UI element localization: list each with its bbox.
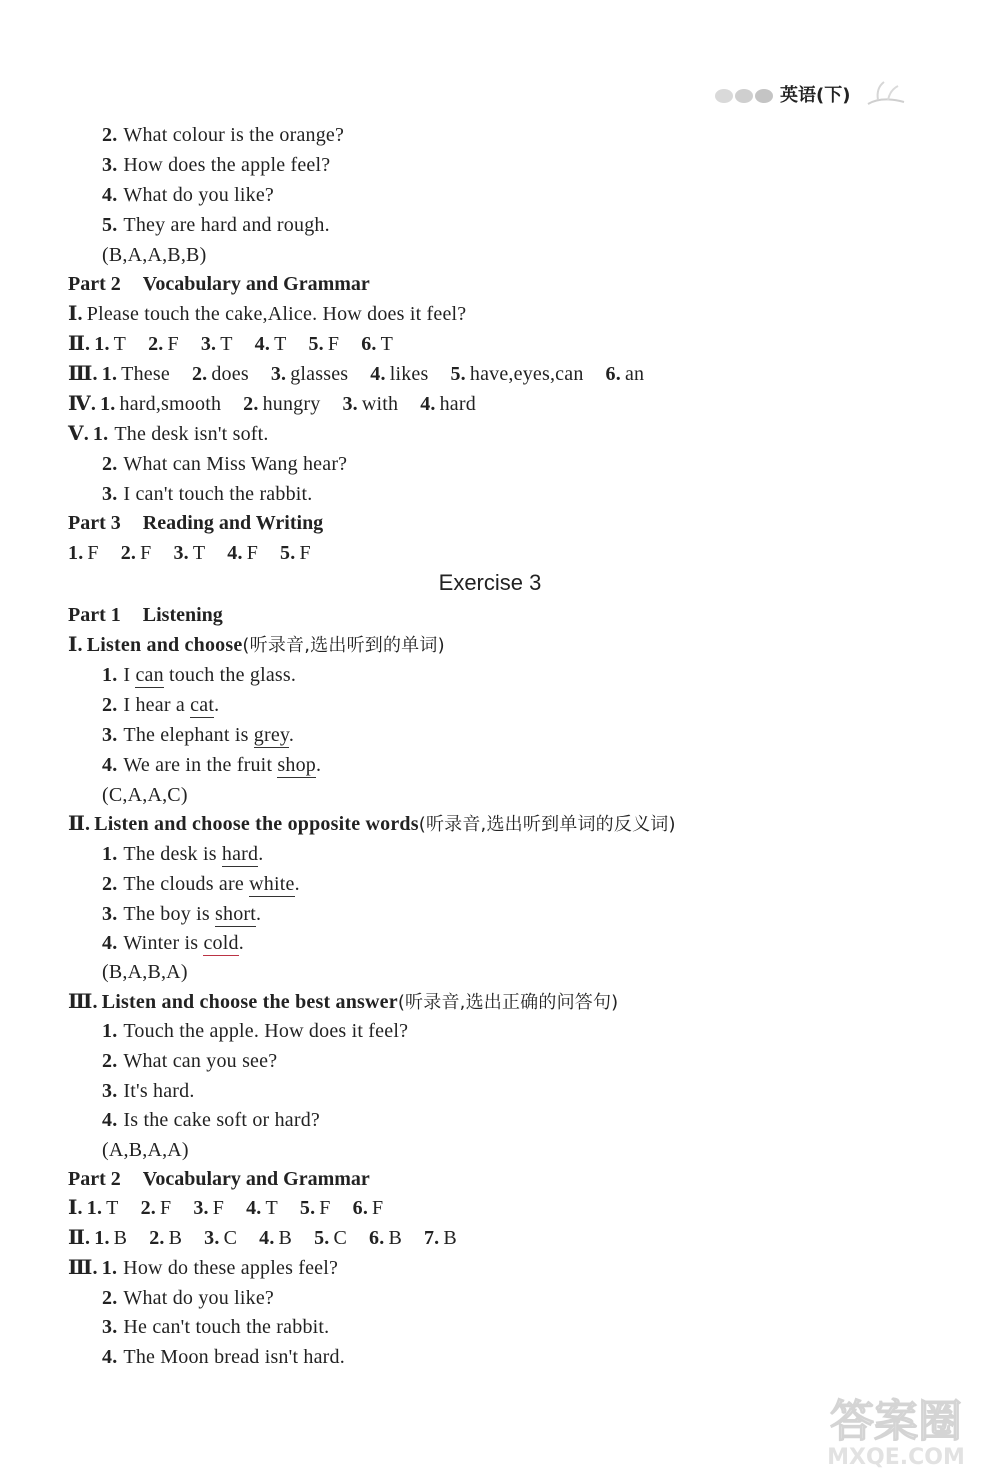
list-item: 4. The Moon bread isn't hard.: [102, 1346, 345, 1368]
answer-row: Ⅱ. 1. B 2. B 3. C 4. B 5. C 6. B 7. B: [68, 1227, 457, 1249]
answer-row: Ⅱ. 1. T 2. F 3. T 4. T 5. F 6. T: [68, 333, 394, 355]
section-heading: Part 3 Reading and Writing: [68, 512, 324, 534]
subject-label: 英语(下): [780, 85, 851, 106]
list-item: 1. The desk is hard.: [102, 843, 264, 865]
answer-row: Ⅲ. 1. How do these apples feel?: [68, 1257, 339, 1279]
answer-row: Ⅰ. 1. T 2. F 3. F 4. T 5. F 6. F: [68, 1197, 384, 1219]
list-item: 4. What do you like?: [102, 184, 274, 206]
answer-row: Ⅲ. 1. These 2. does 3. glasses 4. likes 5. have,eyes,can 6. an: [68, 363, 645, 385]
list-item: 3. He can't touch the rabbit.: [102, 1316, 330, 1338]
list-item: 2. What colour is the orange?: [102, 124, 345, 146]
answer-key: (B,A,B,A): [102, 961, 188, 983]
decorative-plant-icon: [864, 78, 910, 108]
answer-row: 1. F 2. F 3. T 4. F 5. F: [68, 542, 311, 564]
list-item: 2. What can you see?: [102, 1050, 278, 1072]
list-item: 4. We are in the fruit shop.: [102, 754, 322, 776]
section-heading: Part 2 Vocabulary and Grammar: [68, 1168, 370, 1190]
list-item: 3. The boy is short.: [102, 903, 262, 925]
list-item: 2. What can Miss Wang hear?: [102, 453, 348, 475]
list-item: 2. What do you like?: [102, 1287, 274, 1309]
answer-row: Ⅳ. 1. hard,smooth 2. hungry 3. with 4. hard: [68, 393, 476, 415]
section-heading: Part 2 Vocabulary and Grammar: [68, 273, 370, 295]
list-item: 4. Winter is cold.: [102, 932, 244, 954]
list-item: 1. Touch the apple. How does it feel?: [102, 1020, 409, 1042]
answer-key: (A,B,A,A): [102, 1139, 189, 1161]
list-item: 3. I can't touch the rabbit.: [102, 483, 313, 505]
subsection-heading: Ⅱ. Listen and choose the opposite words(听录音,选出听到单词的反义词): [68, 813, 676, 835]
answer-row: Ⅴ. 1. The desk isn't soft.: [68, 423, 269, 445]
list-item: 2. The clouds are white.: [102, 873, 300, 895]
question-row: Ⅰ. Please touch the cake,Alice. How does it feel?: [68, 303, 467, 325]
list-item: 5. They are hard and rough.: [102, 214, 330, 236]
list-item: 3. The elephant is grey.: [102, 724, 295, 746]
exercise-title: Exercise 3: [438, 570, 542, 595]
svg-text:MXQE.COM: MXQE.COM: [827, 1445, 965, 1470]
list-item: 2. I hear a cat.: [102, 694, 220, 716]
subsection-heading: Ⅲ. Listen and choose the best answer(听录音,选出正确的问答句): [68, 991, 619, 1013]
section-heading: Part 1 Listening: [68, 604, 223, 626]
list-item: 3. It's hard.: [102, 1080, 195, 1102]
answer-key: (B,A,A,B,B): [102, 244, 207, 266]
answer-key: (C,A,A,C): [102, 784, 188, 806]
svg-text:答案圈: 答案圈: [830, 1396, 962, 1447]
list-item: 3. How does the apple feel?: [102, 154, 331, 176]
list-item: 4. Is the cake soft or hard?: [102, 1109, 320, 1131]
series-logo-icon: [714, 86, 778, 104]
subsection-heading: Ⅰ. Listen and choose(听录音,选出听到的单词): [68, 634, 445, 656]
watermark-logo-icon: [806, 1388, 986, 1470]
list-item: 1. I can touch the glass.: [102, 664, 297, 686]
